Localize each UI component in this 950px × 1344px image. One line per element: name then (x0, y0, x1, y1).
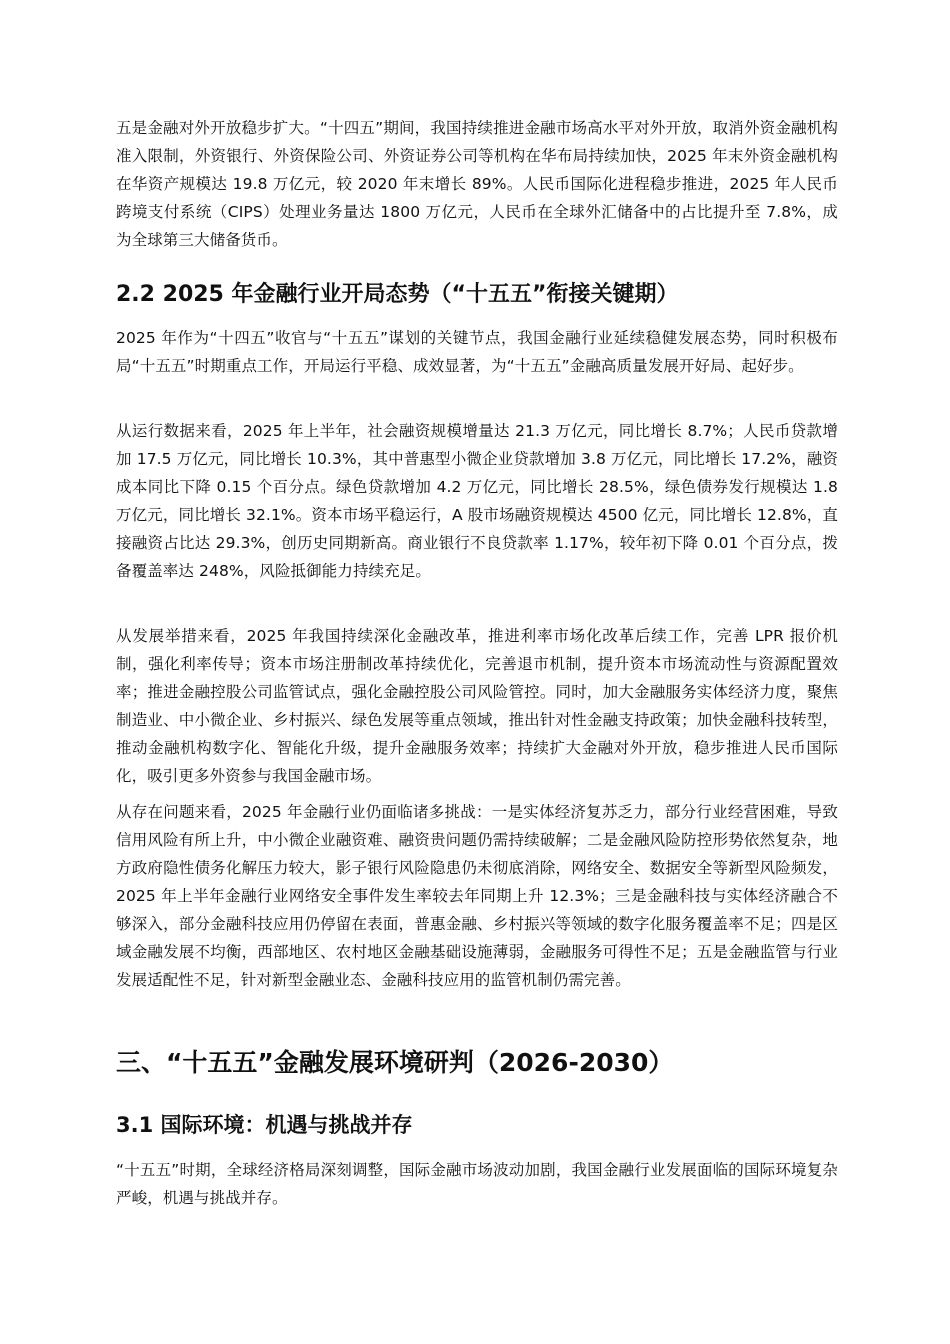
section-heading-2-2: 2.2 2025 年金融行业开局态势（“十五五”衔接关键期） (116, 282, 679, 307)
paragraph-development-measures: 从发展举措来看，2025 年我国持续深化金融改革，推进利率市场化改革后续工作，完善 LPR 报价机制，强化利率传导；资本市场注册制改革持续优化，完善退市机制，提升资本市场流动性与资源配置效率；推进金融控股公司监管试点，强化金融控股公司风险管控。同时，加大金融服务实体经济力度，聚焦制造业、中小微企业、乡村振兴、绿色发展等重点领域，推出针对性金融支持政策；加快金融科技转型，推动金融机构数字化、智能化升级，提升金融服务效率；持续扩大金融对外开放，稳步推进人民币国际化，吸引更多外资参与我国金融市场。 (116, 627, 838, 785)
section-heading-3-1: 3.1 国际环境：机遇与挑战并存 (116, 1113, 413, 1137)
paragraph-existing-problems: 从存在问题来看，2025 年金融行业仍面临诸多挑战：一是实体经济复苏乏力，部分行业经营困难，导致信用风险有所上升，中小微企业融资难、融资贵问题仍需持续破解；二是金融风险防控形势依然复杂，地方政府隐性债务化解压力较大，影子银行风险隐患仍未彻底消除，网络安全、数据安全等新型风险频发，2025 年上半年金融行业网络安全事件发生率较去年同期上升 12.3%；三是金融科技与实体经济融合不够深入，部分金融科技应用仍停留在表面，普惠金融、乡村振兴等领域的数字化服务覆盖率不足；四是区域金融发展不均衡，西部地区、农村地区金融基础设施薄弱，金融服务可得性不足；五是金融监管与行业发展适配性不足，针对新型金融业态、金融科技应用的监管机制仍需完善。 (116, 803, 838, 989)
paragraph-international-environment: “十五五”时期，全球经济格局深刻调整，国际金融市场波动加剧，我国金融行业发展面临的国际环境复杂严峻，机遇与挑战并存。 (116, 1161, 838, 1207)
paragraph-financial-opening: 五是金融对外开放稳步扩大。“十四五”期间，我国持续推进金融市场高水平对外开放，取消外资金融机构准入限制，外资银行、外资保险公司、外资证券公司等机构在华布局持续加快，2025 年末外资金融机构在华资产规模达 19.8 万亿元，较 2020 年末增长 89%。人民币国际化进程稳步推进，2025 年人民币跨境支付系统（CIPS）处理业务量达 1800 万亿元，人民币在全球外汇储备中的占比提升至 7.8%，成为全球第三大储备货币。 (116, 119, 838, 249)
paragraph-operating-data: 从运行数据来看，2025 年上半年，社会融资规模增量达 21.3 万亿元，同比增长 8.7%；人民币贷款增加 17.5 万亿元，同比增长 10.3%，其中普惠型小微企业贷款增加 3.8 万亿元，同比增长 17.2%，融资成本同比下降 0.15 个百分点。绿色贷款增加 4.2 万亿元，同比增长 28.5%，绿色债券发行规模达 1.8 万亿元，同比增长 32.1%。资本市场平稳运行，A 股市场融资规模达 4500 亿元，同比增长 12.8%，直接融资占比达 29.3%，创历史同期新高。商业银行不良贷款率 1.17%，较年初下降 0.01 个百分点，拨备覆盖率达 248%，风险抵御能力持续充足。 (116, 422, 838, 580)
paragraph-2025-overview: 2025 年作为“十四五”收官与“十五五”谋划的关键节点，我国金融行业延续稳健发展态势，同时积极布局“十五五”时期重点工作，开局运行平稳、成效显著，为“十五五”金融高质量发展开好局、起好步。 (116, 329, 838, 375)
chapter-heading-3: 三、“十五五”金融发展环境研判（2026-2030） (116, 1048, 674, 1077)
